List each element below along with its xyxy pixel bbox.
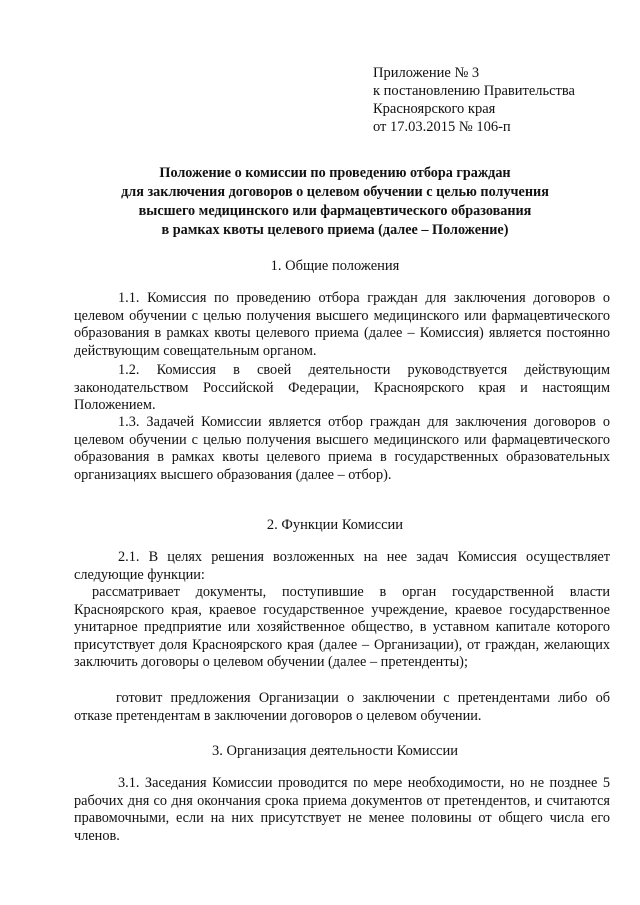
function-item-review: рассматривает документы, поступившие в орган государственной власти Красноярского края, краевое государственное учреждение, краевое государственное унитарное предприятие или хозяйственное общество, в уставном капитале которого присутствует доля Красноярского края (далее – Организации), от граждан, желающих заключить договоры о целевом обучении (далее – претенденты); <box>74 584 610 671</box>
section-heading-organization: 3. Организация деятельности Комиссии <box>212 743 458 759</box>
function-item-proposals: готовит предложения Организации о заключении с претендентами либо об отказе претендентам в заключении договоров о целевом обучении. <box>74 690 610 724</box>
appendix-block <box>373 64 575 136</box>
paragraph-1-2: 1.2. Комиссия в своей деятельности руководствуется действующим законодательством Российской Федерации, Красноярского края и настоящим Положением. <box>74 362 610 414</box>
paragraph-2-1: 2.1. В целях решения возложенных на нее задач Комиссия осуществляет следующие функции: <box>74 549 610 583</box>
paragraph-1-1: 1.1. Комиссия по проведению отбора граждан для заключения договоров о целевом обучении с целью получения высшего медицинского или фармацевтического образования в рамках квоты целевого приема (далее – Комиссия) является постоянно действующим совещательным органом. <box>74 290 610 359</box>
document-title <box>60 164 610 240</box>
appendix-region: Красноярского края <box>373 101 496 117</box>
appendix-resolution: к постановлению Правительства <box>373 83 575 99</box>
appendix-number: Приложение № 3 <box>373 65 480 81</box>
appendix-date: от 17.03.2015 № 106-п <box>373 119 511 135</box>
section-heading-general: 1. Общие положения <box>270 258 400 274</box>
paragraph-1-3: 1.3. Задачей Комиссии является отбор граждан для заключения договоров о целевом обучении с целью получения высшего медицинского или фармацевтического образования в рамках квоты целевого приема в государственных образовательных организациях высшего образования (далее – отбор). <box>74 414 610 483</box>
title-line: для заключения договоров о целевом обучении с целью получения <box>121 184 549 200</box>
title-line: Положение о комиссии по проведению отбора граждан <box>159 165 511 181</box>
title-line: высшего медицинского или фармацевтического образования <box>138 203 532 219</box>
paragraph-3-1: 3.1. Заседания Комиссии проводится по мере необходимости, но не позднее 5 рабочих дня со дня окончания срока приема документов от претендентов, и считаются правомочными, если на них присутствует не менее половины от общего числа его членов. <box>74 775 610 844</box>
title-line: в рамках квоты целевого приема (далее – Положение) <box>161 222 509 238</box>
section-heading-functions: 2. Функции Комиссии <box>266 517 404 533</box>
